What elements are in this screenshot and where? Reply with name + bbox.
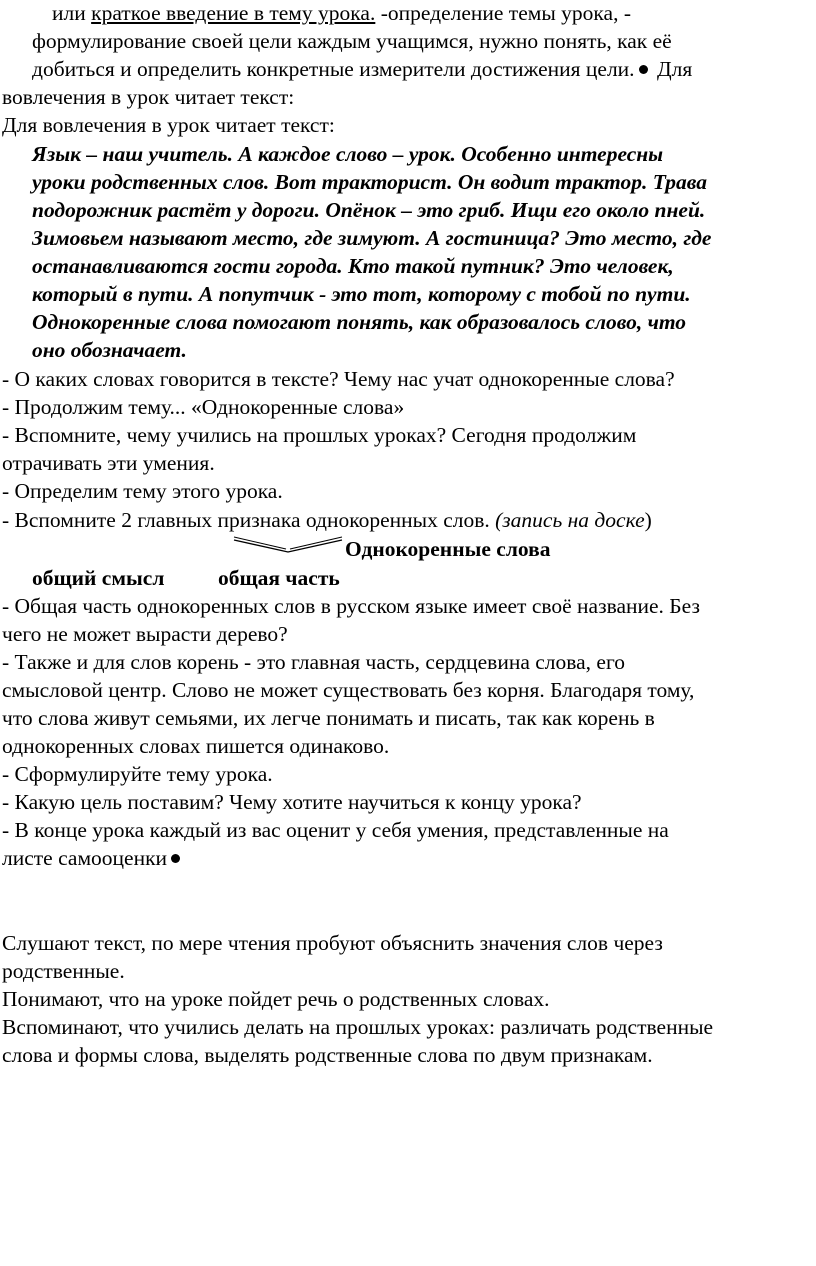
root-line: - Общая часть однокоренных слов в русском языке имеет своё название. Без: [2, 594, 700, 618]
reading-line: останавливаются гости города. Кто такой путник? Это человек,: [32, 254, 674, 278]
intro-line-1: [52, 0, 631, 28]
question-line: отрачивать эти умения.: [2, 451, 215, 475]
board-right-feature: общая часть: [218, 566, 340, 590]
student-line: Слушают текст, по мере чтения пробуют объяснить значения слов через: [2, 931, 663, 955]
root-line: - Какую цель поставим? Чему хотите научиться к концу урока?: [2, 790, 582, 814]
features-text: - Вспомните 2 главных признака однокоренных слов.: [2, 508, 496, 532]
question-line: - Определим тему этого урока.: [2, 479, 283, 503]
bullet-icon: [171, 854, 180, 863]
question-line: - Продолжим тему... «Однокоренные слова»: [2, 395, 405, 419]
student-line: родственные.: [2, 959, 125, 983]
student-line: Понимают, что на уроке пойдет речь о родственных словах.: [2, 987, 550, 1011]
intro-line-3-text: добиться и определить конкретные измерители достижения цели.: [32, 57, 635, 81]
root-line: - Сформулируйте тему урока.: [2, 762, 273, 786]
intro-line-4: вовлечения в урок читает текст:: [2, 85, 295, 109]
intro-prefix: или: [52, 1, 92, 25]
question-line: - О каких словах говорится в тексте? Чему нас учат однокоренные слова?: [2, 367, 675, 391]
root-line: - Также и для слов корень - это главная часть, сердцевина слова, его: [2, 650, 626, 674]
intro-underlined-phrase: краткое введение в тему урока.: [91, 1, 376, 25]
intro-line-3: [32, 56, 692, 84]
reading-line: оно обозначает.: [32, 338, 187, 362]
root-line: смысловой центр. Слово не может существовать без корня. Благодаря тому,: [2, 678, 695, 702]
intro-line-2: формулирование своей цели каждым учащимся, нужно понять, как её: [32, 29, 672, 53]
reading-line: Язык – наш учитель. А каждое слово – урок. Особенно интересны: [32, 142, 664, 166]
root-line: чего не может вырасти дерево?: [2, 622, 288, 646]
self-assessment-text: листе самооценки: [2, 846, 168, 870]
board-note: (запись на доске: [495, 508, 645, 532]
reading-line: Зимовьем называют место, где зимуют. А гостиница? Это место, где: [32, 226, 712, 250]
student-line: Вспоминают, что учились делать на прошлых уроках: различать родственные: [2, 1015, 714, 1039]
intro-suffix: -определение темы урока, -: [375, 1, 631, 25]
features-line: [2, 507, 652, 535]
reading-line: подорожник растёт у дороги. Опёнок – это гриб. Ищи его около пней.: [32, 198, 706, 222]
board-title: Однокоренные слова: [345, 537, 551, 561]
reading-line: уроки родственных слов. Вот тракторист. Он водит трактор. Трава: [32, 170, 708, 194]
last-line: [2, 845, 184, 873]
root-line: однокоренных словах пишется одинаково.: [2, 734, 390, 758]
root-line: что слова живут семьями, их легче понимать и писать, так как корень в: [2, 706, 655, 730]
question-line: - Вспомните, чему учились на прошлых уроках? Сегодня продолжим: [2, 423, 637, 447]
board-left-feature: общий смысл: [32, 566, 165, 590]
bullet-icon: [639, 65, 648, 74]
features-close: ): [644, 508, 652, 532]
reading-line: Однокоренные слова помогают понять, как образовалось слово, что: [32, 310, 687, 334]
student-line: слова и формы слова, выделять родственные слова по двум признакам.: [2, 1043, 653, 1067]
root-line: - В конце урока каждый из вас оценит у себя умения, представленные на: [2, 818, 669, 842]
intro-line-3-tail: Для: [651, 57, 693, 81]
branch-lines-icon: [232, 532, 344, 554]
reading-line: который в пути. А попутчик - это тот, которому с тобой по пути.: [32, 282, 691, 306]
reading-intro: Для вовлечения в урок читает текст:: [2, 113, 335, 137]
